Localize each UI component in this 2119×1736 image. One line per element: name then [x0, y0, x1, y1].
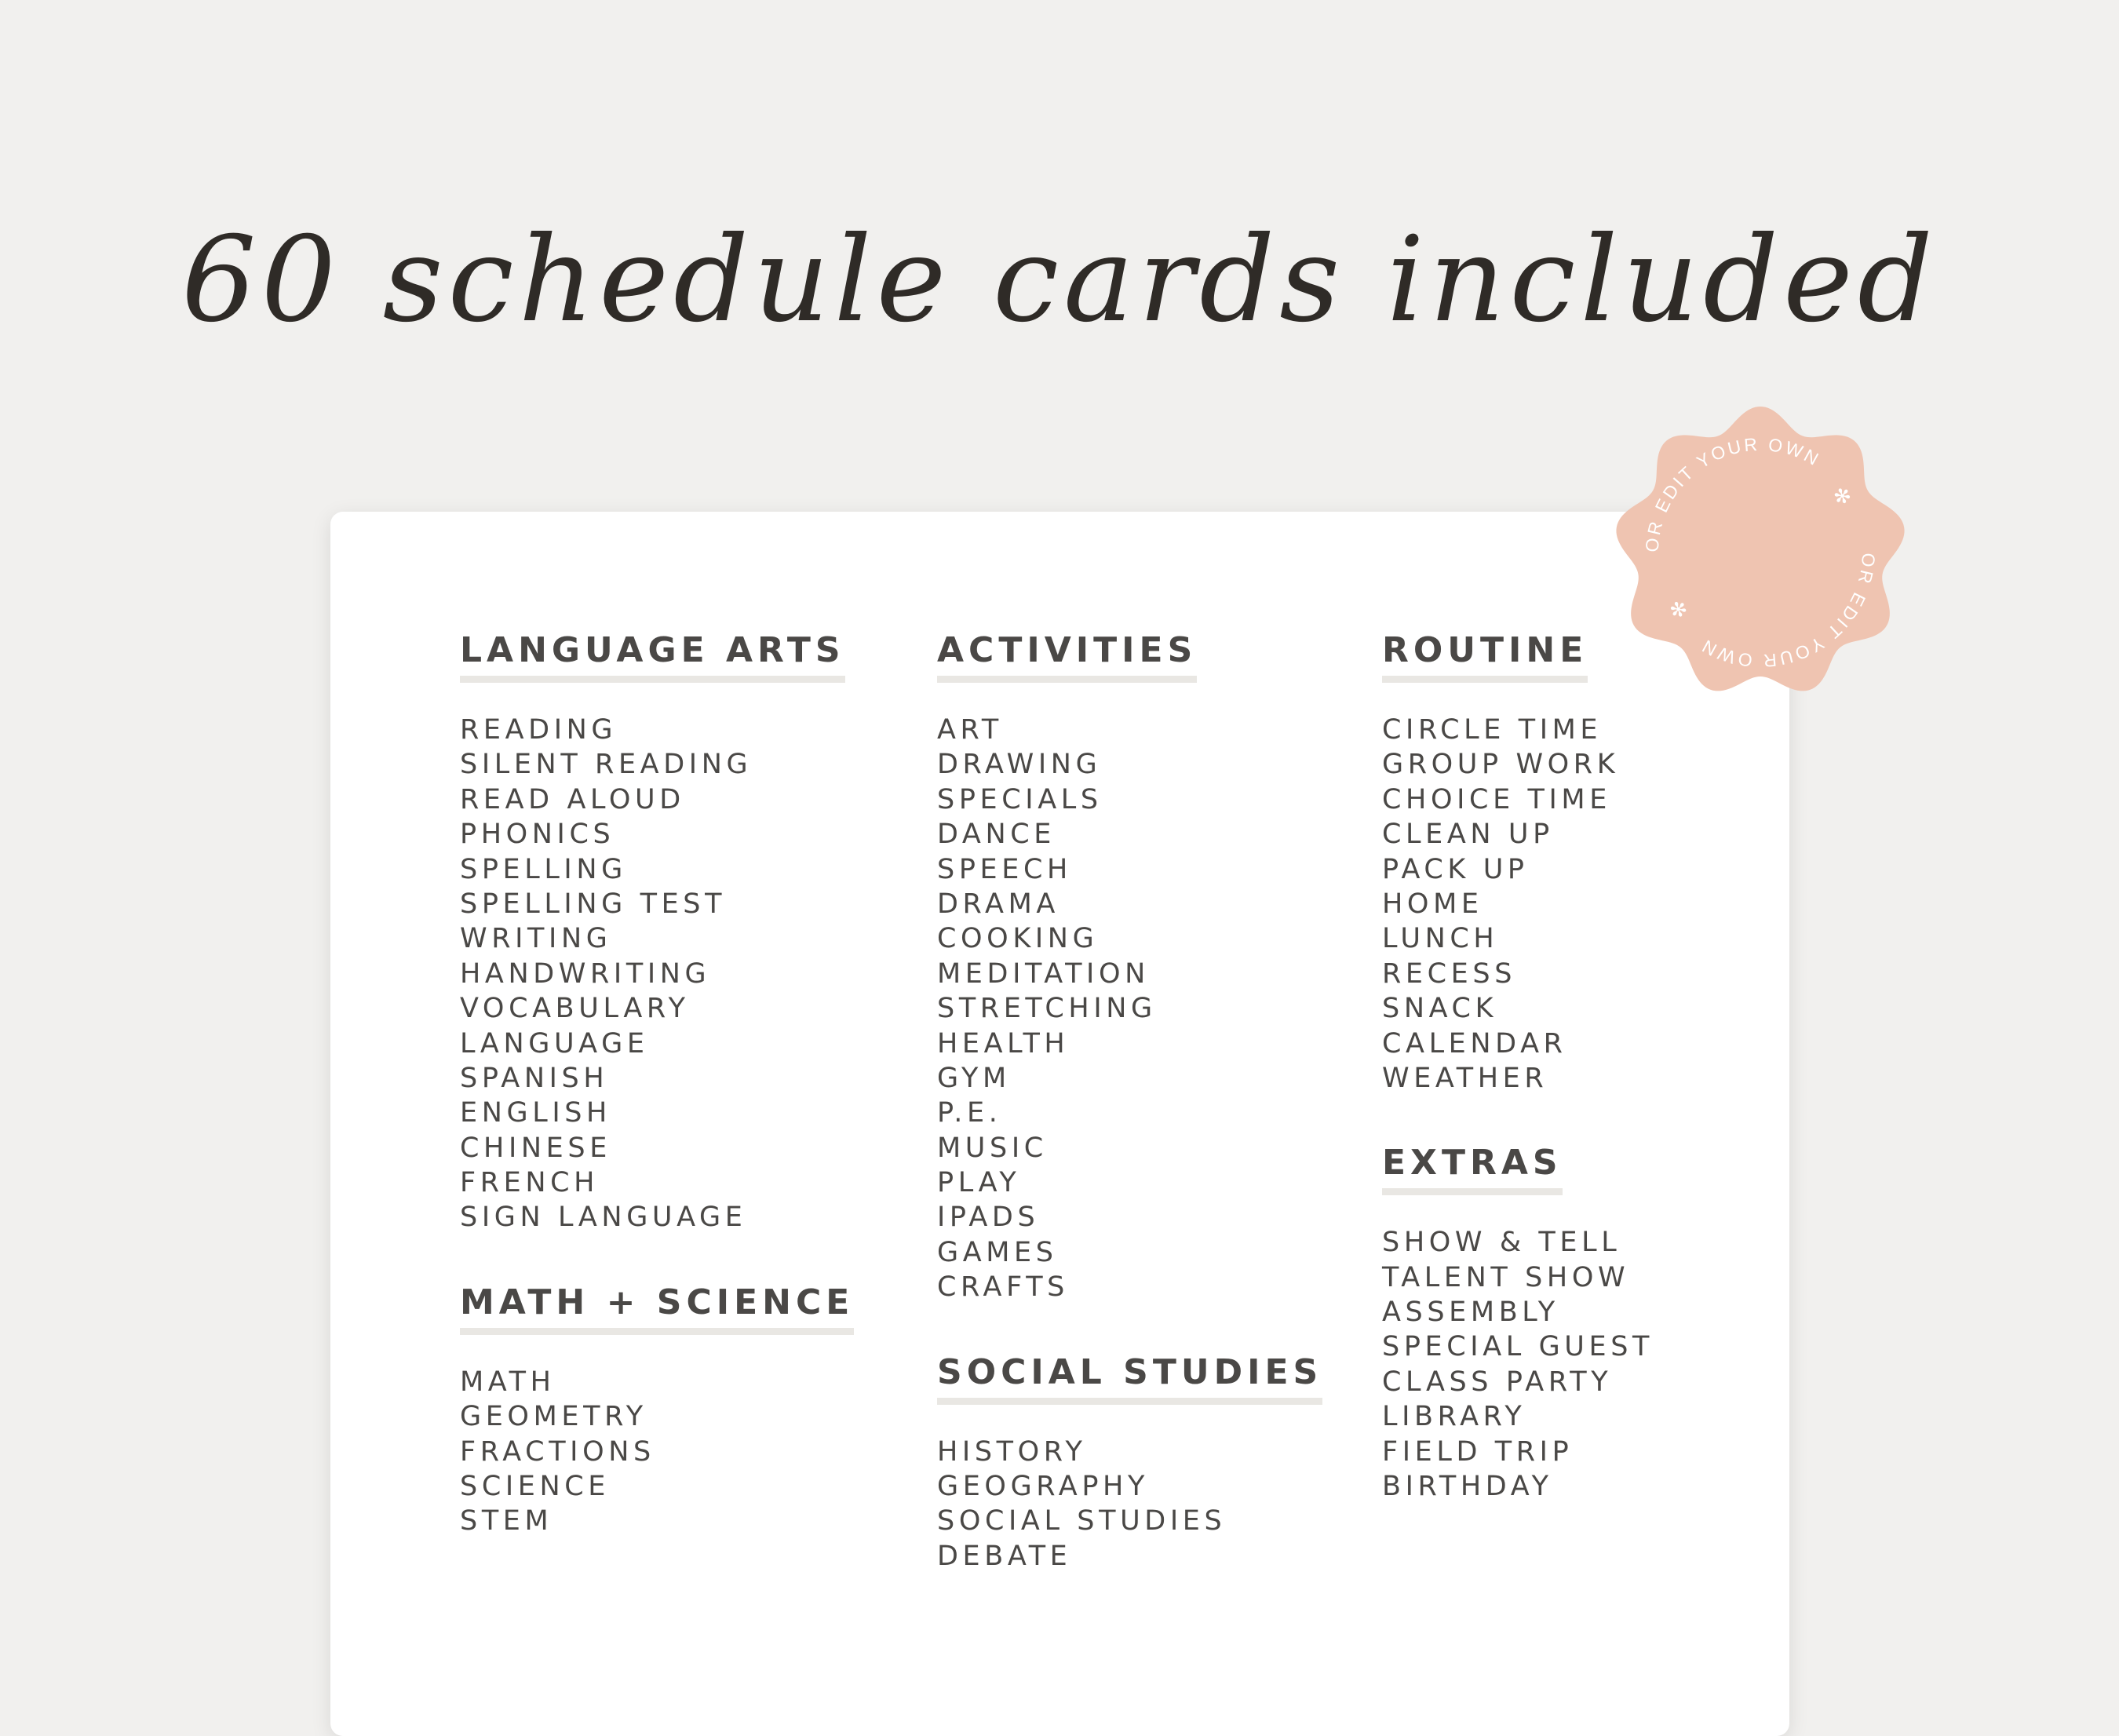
section-list-social-studies [937, 1435, 1322, 1574]
section-list-extras [1382, 1225, 1654, 1504]
list-item: SOCIAL STUDIES [937, 1505, 1227, 1537]
list-item: GYM [937, 1062, 1011, 1094]
list-item: SNACK [1382, 993, 1498, 1025]
section-heading-activities: ACTIVITIES [937, 633, 1197, 683]
list-item: HISTORY [937, 1435, 1087, 1468]
section-spacer [460, 1235, 854, 1286]
list-item: SPECIAL GUEST [1382, 1331, 1654, 1363]
section-heading-language-arts: LANGUAGE ARTS [460, 633, 845, 683]
list-item: PACK UP [1382, 853, 1529, 885]
list-item: SILENT READING [460, 749, 753, 781]
list-item: COOKING [937, 923, 1099, 955]
list-item: CLEAN UP [1382, 819, 1554, 851]
list-item: VOCABULARY [460, 993, 690, 1025]
list-item: LIBRARY [1382, 1401, 1526, 1433]
list-item: ASSEMBLY [1382, 1297, 1559, 1329]
section-heading-social-studies: SOCIAL STUDIES [937, 1355, 1322, 1405]
list-item: GROUP WORK [1382, 749, 1620, 781]
list-item: DEBATE [937, 1540, 1072, 1572]
section-heading-routine: ROUTINE [1382, 633, 1588, 683]
badge-star-icon-1: ✻ [1827, 482, 1856, 512]
page-title: 60 schedule cards included [181, 212, 1938, 348]
list-item: ENGLISH [460, 1097, 611, 1129]
list-item: PHONICS [460, 819, 615, 851]
list-item: FIELD TRIP [1382, 1435, 1574, 1468]
list-item: SCIENCE [460, 1471, 611, 1503]
list-item: SPELLING TEST [460, 888, 727, 920]
list-item: RECESS [1382, 957, 1517, 990]
column-1 [460, 630, 855, 1539]
list-item: BIRTHDAY [1382, 1471, 1553, 1503]
list-item: MUSIC [937, 1132, 1048, 1164]
badge-text-path-2: OR EDIT YOUR OWN [1696, 552, 1880, 672]
list-item: LUNCH [1382, 923, 1499, 955]
list-item: HOME [1382, 888, 1483, 920]
list-item: CIRCLE TIME [1382, 714, 1603, 746]
list-item: SHOW & TELL [1382, 1227, 1621, 1259]
list-item: P.E. [937, 1097, 1002, 1129]
list-item: HANDWRITING [460, 957, 711, 990]
section-list-math-science [460, 1365, 854, 1539]
list-item: DANCE [937, 819, 1056, 851]
list-item: SIGN LANGUAGE [460, 1202, 747, 1234]
list-item: SPANISH [460, 1062, 609, 1094]
column-3 [1382, 630, 1654, 1504]
section-spacer [1382, 1096, 1654, 1146]
list-item: WRITING [460, 923, 612, 955]
list-item: SPEECH [937, 853, 1072, 885]
section-list-routine [1382, 713, 1654, 1096]
list-item: STEM [460, 1505, 553, 1537]
list-item: GEOMETRY [460, 1401, 647, 1433]
list-item: PLAY [937, 1167, 1021, 1199]
badge-star-icon-2: ✻ [1665, 593, 1694, 623]
section-spacer [937, 1305, 1322, 1355]
list-item: CLASS PARTY [1382, 1366, 1613, 1398]
list-item: MATH [460, 1366, 556, 1398]
list-item: IPADS [937, 1202, 1040, 1234]
list-item: CHINESE [460, 1132, 611, 1164]
list-item: FRACTIONS [460, 1435, 655, 1468]
section-heading-math-science: MATH + SCIENCE [460, 1286, 854, 1335]
list-item: HEALTH [937, 1027, 1070, 1059]
column-2 [937, 630, 1323, 1574]
section-heading-extras: EXTRAS [1382, 1146, 1563, 1195]
list-item: ART [937, 714, 1003, 746]
list-item: FRENCH [460, 1167, 600, 1199]
list-item: CALENDAR [1382, 1027, 1567, 1059]
list-item: GEOGRAPHY [937, 1471, 1149, 1503]
list-item: READING [460, 714, 618, 746]
section-list-language-arts [460, 713, 854, 1235]
list-item: TALENT SHOW [1382, 1261, 1630, 1293]
badge-text-path-1: OR EDIT YOUR OWN [1641, 433, 1825, 553]
list-item: DRAMA [937, 888, 1060, 920]
list-item: LANGUAGE [460, 1027, 649, 1059]
list-item: STRETCHING [937, 993, 1157, 1025]
section-list-activities [937, 713, 1322, 1305]
list-item: GAMES [937, 1236, 1058, 1268]
list-item: CRAFTS [937, 1271, 1069, 1304]
edit-your-own-badge [1611, 403, 1909, 702]
list-item: DRAWING [937, 749, 1102, 781]
list-item: SPELLING [460, 853, 627, 885]
list-item: MEDITATION [937, 957, 1150, 990]
list-item: SPECIALS [937, 783, 1103, 815]
schedule-card-list [330, 512, 1789, 1736]
list-item: WEATHER [1382, 1062, 1548, 1094]
list-item: READ ALOUD [460, 783, 685, 815]
list-item: CHOICE TIME [1382, 783, 1611, 815]
